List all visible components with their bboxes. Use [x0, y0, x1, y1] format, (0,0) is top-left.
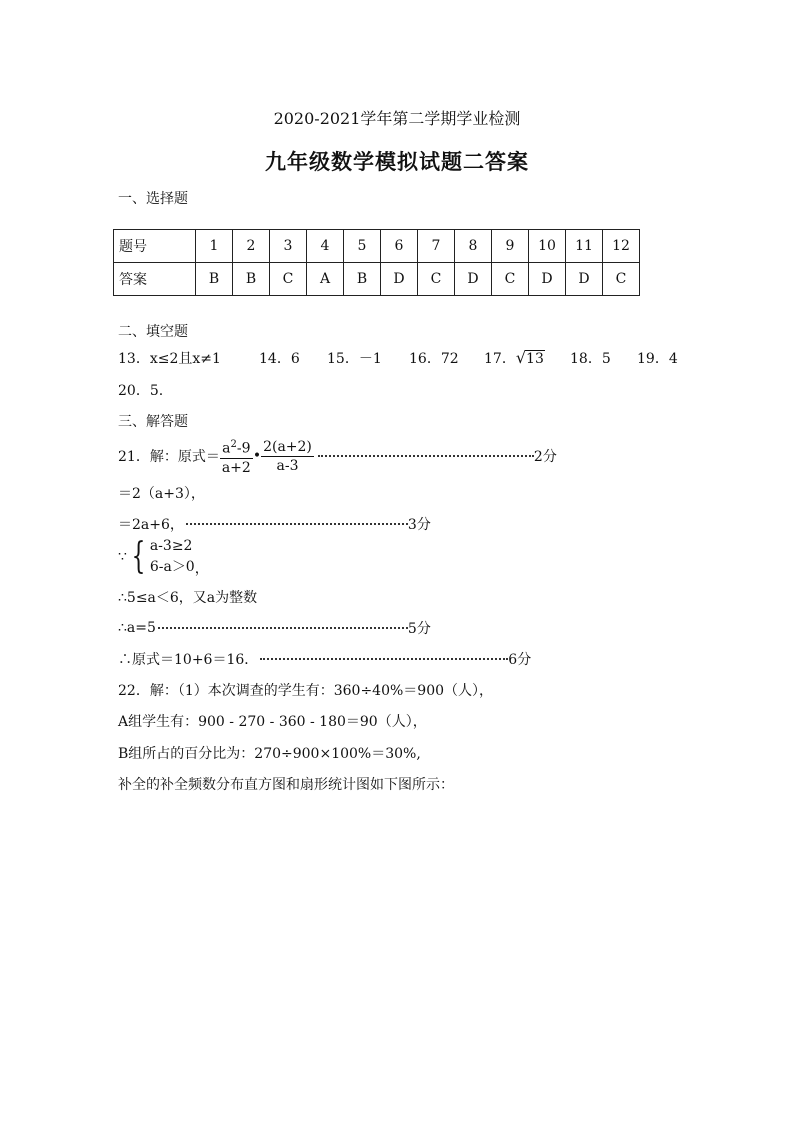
q21-step3: ＝2a+6， [118, 517, 184, 533]
table-cell: 4 [307, 230, 344, 263]
dotted-leader [158, 627, 408, 629]
fill-answer-13: 13．x≤2且x≠1 [118, 351, 221, 367]
table-cell: 9 [492, 230, 529, 263]
table-cell: 7 [418, 230, 455, 263]
table-cell: B [233, 263, 270, 296]
frac2-num: 2(a+2) [263, 438, 312, 455]
frac1-den: a+2 [221, 459, 251, 476]
exam-subtitle: 2020-2021学年第二学期学业检测 [273, 109, 521, 128]
page-title: 九年级数学模拟试题二答案 [265, 149, 529, 174]
fill-answer-18: 18．5 [570, 351, 611, 367]
q21-line7 [118, 649, 531, 669]
system-comma: ， [194, 561, 209, 577]
q21-step2: ＝2（a+3）， [118, 486, 205, 502]
fill-answer-20: 20．5. [118, 383, 164, 399]
table-cell: C [418, 263, 455, 296]
table-cell: C [603, 263, 640, 296]
score-5: 5分 [407, 621, 431, 637]
q21-system [118, 536, 209, 578]
table-cell: 12 [603, 230, 640, 263]
table-cell: C [492, 263, 529, 296]
frac2-den: a-3 [276, 457, 299, 474]
table-cell: B [344, 263, 381, 296]
table-row [114, 230, 640, 263]
sqrt-icon: √ [515, 348, 527, 367]
fill-answer-16: 16．72 [409, 351, 459, 367]
frac1-exp: 2 [230, 439, 237, 450]
fill-answer-15: 15．－1 [327, 351, 382, 367]
answer-table [113, 229, 640, 296]
q22-line3: B组所占的百分比为：270÷900×100%＝30%, [118, 746, 421, 762]
table-header-cell: 答案 [114, 263, 196, 296]
table-cell: A [307, 263, 344, 296]
dotted-leader [260, 658, 508, 660]
fraction-2 [261, 438, 314, 475]
brace-icon: { [131, 536, 146, 577]
frac1-rest: -9 [236, 440, 251, 457]
q22-line1: 22．解：（1）本次调查的学生有：360÷40%＝900（人）， [118, 683, 494, 699]
q22-line2: A组学生有：900 - 270 - 360 - 180＝90（人）， [118, 714, 427, 730]
table-cell: 2 [233, 230, 270, 263]
q21-prefix: 21．解：原式＝ [118, 449, 220, 466]
fraction-1 [220, 436, 253, 477]
table-cell: 8 [455, 230, 492, 263]
table-cell: 1 [196, 230, 233, 263]
inequality-system [150, 536, 195, 578]
fill-answer-17 [484, 348, 545, 368]
fill-answer-19: 19．4 [637, 351, 678, 367]
table-cell: 6 [381, 230, 418, 263]
frac1-base: a [222, 440, 231, 457]
table-cell: D [455, 263, 492, 296]
fill-answer-17-prefix: 17． [484, 351, 516, 367]
score-6: 6分 [508, 652, 532, 668]
q21-line6 [118, 618, 431, 638]
table-cell: 11 [566, 230, 603, 263]
table-header-cell: 题号 [114, 230, 196, 263]
score-2: 2分 [533, 449, 557, 466]
multiply-dot: • [252, 448, 262, 465]
table-cell: C [270, 263, 307, 296]
table-row [114, 263, 640, 296]
q21-step5: ∴5≤a＜6，又a为整数 [118, 590, 258, 606]
table-cell: 5 [344, 230, 381, 263]
inequality-2: 6-a＞0 [149, 559, 195, 575]
score-3: 3分 [407, 517, 431, 533]
section-fill-title: 二、填空题 [118, 324, 188, 340]
table-cell: 10 [529, 230, 566, 263]
table-cell: 3 [270, 230, 307, 263]
q21-line1 [118, 436, 557, 477]
table-cell: D [566, 263, 603, 296]
section-choice-title: 一、选择题 [118, 191, 188, 207]
q21-line3 [118, 514, 431, 534]
q22-line4: 补全的补全频数分布直方图和扇形统计图如下图所示： [118, 777, 454, 793]
dotted-leader [186, 523, 408, 525]
table-cell: B [196, 263, 233, 296]
dotted-leader [318, 455, 534, 457]
table-cell: D [529, 263, 566, 296]
section-solution-title: 三、解答题 [118, 414, 188, 430]
fill-answer-14: 14．6 [259, 351, 300, 367]
because-icon: ∵ [118, 549, 127, 565]
sqrt-radicand: 13 [526, 351, 544, 367]
q21-step7: ∴原式＝10+6＝16． [118, 652, 259, 668]
q21-step6: ∴a=5 [118, 620, 156, 636]
table-cell: D [381, 263, 418, 296]
inequality-1: a-3≥2 [149, 538, 193, 554]
